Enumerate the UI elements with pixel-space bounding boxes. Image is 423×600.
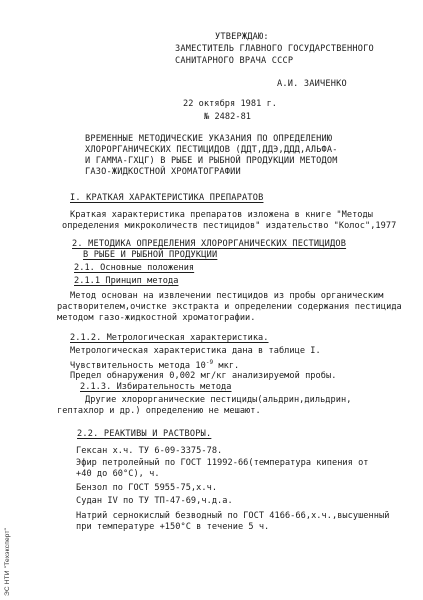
approval-number: № 2482-81 — [204, 112, 252, 122]
reagent-line-3: +40 до 60°С), ч. — [76, 469, 160, 479]
sidebar-source-stamp: ЭС НТИ "Техэксперт" — [4, 527, 11, 596]
reagent-line-1: Гексан х.ч. ТУ 6-09-3375-78. — [76, 446, 223, 456]
reagent-line-6: Натрий сернокислый безводный по ГОСТ 4166-66,х.ч.,высушенный — [76, 511, 390, 521]
subsection-2-2: 2.2. РЕАКТИВЫ И РАСТВОРЫ. — [77, 429, 212, 439]
reagent-line-2: Эфир петролейный по ГОСТ 11992-66(температура кипения от — [76, 458, 369, 468]
doc-title-line-2: ХЛОРОРГАНИЧЕСКИХ ПЕСТИЦИДОВ (ДДТ,ДДЭ,ДДД,АЛЬФА- — [85, 145, 338, 155]
section-1-line-2: определения микроколичеств пестицидов" издательство "Колос",1977 — [62, 221, 397, 231]
sensitivity-exponent: -9 — [205, 359, 214, 366]
section-1-heading: I. КРАТКАЯ ХАРАКТЕРИСТИКА ПРЕПАРАТОВ — [70, 193, 264, 203]
approval-line-1: ЗАМЕСТИТЕЛЬ ГЛАВНОГО ГОСУДАРСТВЕННОГО — [175, 44, 374, 54]
approval-signatory: А.И. ЗАИЧЕНКО — [277, 79, 347, 89]
reagent-line-5: Судан IV по ТУ ТП-47-69,ч.д.а. — [76, 496, 233, 506]
reagent-line-7: при температуре +150°С в течение 5 ч. — [76, 522, 270, 532]
metro-line-2 — [70, 358, 239, 371]
subsection-2-1: 2.1. Основные положения — [74, 263, 195, 273]
principle-line-3: методом газо-жидкостной хроматографии. — [57, 313, 256, 323]
section-2-heading-line-1: 2. МЕТОДИКА ОПРЕДЕЛЕНИЯ ХЛОРОРГАНИЧЕСКИХ ПЕСТИЦИДОВ — [72, 239, 347, 249]
subsection-2-1-2: 2.1.2. Метрологическая характеристика. — [70, 333, 269, 343]
metro-line-3: Предел обнаружения 0,002 мг/кг анализируемой пробы. — [70, 371, 337, 381]
sensitivity-unit: мкг. — [218, 361, 240, 371]
subsection-2-1-1: 2.1.1 Принцип метода — [74, 276, 179, 286]
section-1-line-1: Краткая характеристика препаратов изложена в книге "Методы — [70, 210, 373, 220]
principle-line-2: растворителем,очистке экстракта и определении содержания пестицида — [57, 302, 402, 312]
approval-date: 22 октября 1981 г. — [183, 99, 278, 109]
doc-title-line-1: ВРЕМЕННЫЕ МЕТОДИЧЕСКИЕ УКАЗАНИЯ ПО ОПРЕДЕЛЕНИЮ — [85, 134, 333, 144]
selectivity-line-2: гептахлор и др.) определению не мешают. — [57, 406, 261, 416]
doc-title-line-3: И ГАММА-ГХЦГ) В РЫБЕ И РЫБНОЙ ПРОДУКЦИИ МЕТОДОМ — [85, 156, 338, 166]
section-2-heading-line-2: В РЫБЕ И РЫБНОЙ ПРОДУКЦИИ — [83, 250, 218, 260]
selectivity-line-1: Другие хлорорганические пестициды(альдрин,дильдрин, — [85, 395, 352, 405]
doc-title-line-4: ГАЗО-ЖИДКОСТНОЙ ХРОМАТОГРАФИИ — [85, 167, 241, 177]
sensitivity-text: Чувствительность метода 10 — [70, 361, 206, 371]
metro-line-1: Метрологическая характеристика дана в таблице I. — [70, 346, 321, 356]
reagent-line-4: Бензол по ГОСТ 5955-75,х.ч. — [76, 483, 218, 493]
principle-line-1: Метод основан на извлечении пестицидов из пробы органическим — [70, 291, 384, 301]
approval-heading: УТВЕРЖДАЮ: — [215, 32, 269, 42]
approval-line-2: САНИТАРНОГО ВРАЧА СССР — [175, 56, 294, 66]
subsection-2-1-3: 2.1.3. Избирательность метода — [80, 382, 232, 392]
